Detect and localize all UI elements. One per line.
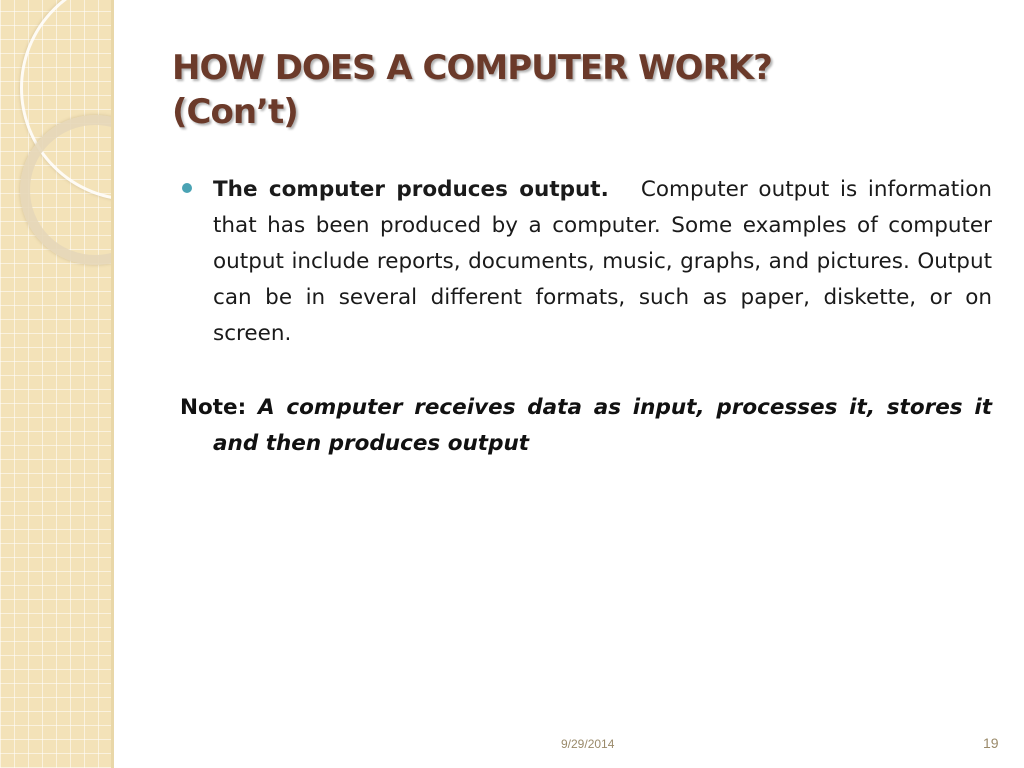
bullet-icon xyxy=(182,183,192,193)
decorative-sidebar xyxy=(0,0,113,768)
bullet-text: Computer output is information that has been produced by a computer. Some examples of computer output include reports, documents, music, graphs, and pictures. Output can be in several different formats, such as paper, diskette, or on screen. xyxy=(213,177,992,346)
note-label: Note: xyxy=(180,395,247,420)
note-text: A computer receives data as input, processes it, stores it and then produces output xyxy=(213,395,992,456)
footer-page-number: 19 xyxy=(983,735,999,751)
sidebar-edge xyxy=(111,0,114,768)
slide-content xyxy=(180,172,992,462)
slide-title-line-2: (Con’t) xyxy=(172,92,298,132)
note-paragraph xyxy=(180,390,992,462)
slide-title xyxy=(172,46,992,134)
bullet-bold-lead: The computer produces output. xyxy=(213,177,609,202)
bullet-item xyxy=(180,172,992,352)
slide-title-line-1: HOW DOES A COMPUTER WORK? xyxy=(172,48,772,88)
footer-date: 9/29/2014 xyxy=(561,737,615,751)
